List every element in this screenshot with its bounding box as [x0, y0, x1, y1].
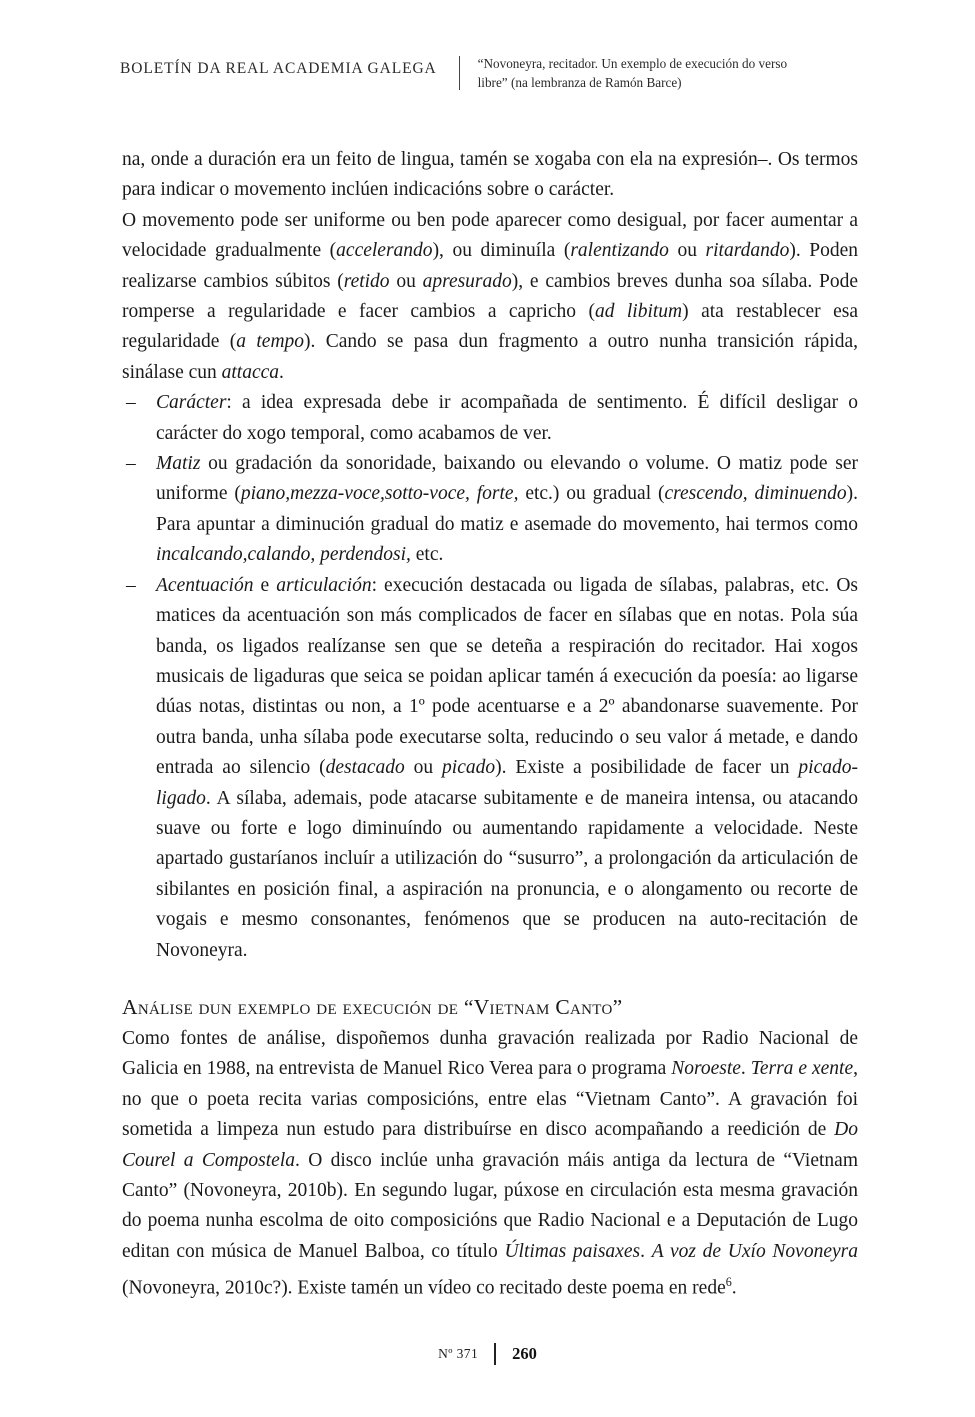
list-bullet-dash: – — [126, 392, 136, 414]
text-run: ). Existe a posibilidade de facer un — [495, 757, 799, 779]
term-picado: picado — [442, 757, 496, 779]
term-caracter: Carácter — [156, 392, 227, 414]
issue-number: Nº 371 — [438, 1346, 479, 1361]
text-run: ). Cando se pasa dun fragmento a outro nunha transición rápida, sinálase cun — [122, 331, 858, 383]
text-run: . O disco inclúe unha gravación máis antiga da lectura de “Vietnam Canto” (Novoneyra, 2010b). En segundo lugar, púxose en circulación esta mesma gravación do poema nunha escolma de oito composicións que Radio Nacional e a Deputación de Lugo editan con música de Manuel Balboa, co título — [122, 1149, 858, 1262]
term-retido: retido — [343, 270, 390, 292]
terms-diminution: incalcando,calando, perdendosi, — [156, 544, 411, 566]
footnote-marker: 6 — [725, 1275, 732, 1290]
text-run: . — [640, 1240, 652, 1262]
text-run: ), ou diminuíla ( — [432, 240, 571, 262]
text-run: : execución destacada ou ligada de sílabas, palabras, etc. Os matices da acentuación son más complicados de facer en sílabas que en notas. Pola súa banda, os ligados realízanse sen que se deteña a respiración do recitador. Hai xogos musicais de ligaduras que seica se poidan aplicar tamén á execución da poesía: ao ligarse dúas notas, distintas ou non, a 1º pode acentuarse e a 2º abandonarse suavemente. Por outra banda, unha sílaba pode executarse solta, reducindo o seu valor á metade, e dando entrada ao silencio ( — [156, 574, 858, 779]
text-run: ), e cambios breves dunha soa sílaba. Pode romperse a regularidade e facer cambios a capricho ( — [122, 270, 858, 323]
title-a-voz-de-uxio-novoneyra: A voz de Uxío Novoneyra — [651, 1240, 858, 1262]
term-accelerando: accelerando — [336, 240, 433, 262]
title-ultimas-paisaxes: Últimas paisaxes — [504, 1240, 641, 1262]
running-head — [120, 54, 855, 92]
title-do-courel-a-compostela: Do Courel a Compostela — [122, 1119, 858, 1171]
term-articulacion: articulación — [276, 574, 372, 596]
text-run: etc.) ou gradual ( — [518, 483, 665, 505]
list-bullet-dash: – — [126, 453, 136, 475]
text-run: : a idea expresada debe ir acompañada de sentimento. É difícil desligar o carácter do xogo temporal, como acabamos de ver. — [156, 392, 858, 444]
text-run: (Novoneyra, 2010c?). Existe tamén un vídeo co recitado deste poema en rede — [122, 1277, 726, 1299]
page-number: 260 — [512, 1344, 537, 1363]
paragraph-analysis-sources — [122, 1024, 858, 1304]
term-a-tempo: a tempo — [236, 331, 305, 353]
list-bullet-dash: – — [126, 574, 136, 596]
list-item — [122, 449, 858, 571]
running-head-journal: BOLETÍN DA REAL ACADEMIA GALEGA — [120, 60, 437, 77]
paragraph-movement — [122, 206, 858, 388]
text-run: , no que o poeta recita varias composicións, entre elas “Vietnam Canto”. A gravación foi sometida a limpeza nun estudo para distribuírse en disco acompañando a reedición de — [122, 1058, 858, 1141]
list-item — [122, 571, 858, 966]
list-item — [122, 388, 858, 449]
title-terra-e-xente: Terra e xente — [750, 1058, 854, 1080]
text-run: ou — [389, 270, 423, 292]
text-run: ou — [668, 240, 706, 262]
term-matiz: Matiz — [156, 453, 201, 475]
term-ralentizando: ralentizando — [570, 240, 669, 262]
paragraph-continuation-text: na, onde a duración era un feito de lingua, tamén se xogaba con ela na expresión–. Os termos para indicar o movemento inclúen indicacións sobre o carácter. — [122, 149, 858, 201]
text-run: . — [731, 1277, 737, 1299]
text-run: . — [740, 1058, 751, 1080]
term-destacado: destacado — [325, 757, 405, 779]
term-ad-libitum: ad libitum — [594, 301, 683, 323]
text-run: etc. — [410, 544, 444, 566]
term-acentuacion: Acentuación — [156, 574, 254, 596]
section-heading: Análise dun exemplo de execución de “Vietnam Canto” — [122, 994, 623, 1019]
text-run: ). Para apuntar a diminución gradual do matiz e asemade do movemento, hai termos como — [156, 483, 858, 535]
term-apresurado: apresurado — [422, 270, 512, 292]
text-run: ) ata restablecer esa regularidade ( — [122, 301, 858, 353]
text-run: e — [253, 574, 277, 596]
text-run: ou gradación da sonoridade, baixando ou elevando o volume. O matiz pode ser uniforme ( — [156, 453, 858, 505]
term-picado-ligado: picado-ligado — [156, 757, 858, 809]
text-run: . — [279, 361, 284, 383]
page-body — [122, 145, 858, 1304]
text-run: . A sílaba, ademais, pode atacarse subitamente e de maneira intensa, ou atacando suave ou forte e logo diminuíndo ou aumentando rapidamente a velocidade. Neste apartado gustaríanos incluír a utilización do “susurro”, a prolongación da articulación de sibilantes en posición final, a aspiración na pronuncia, e o alongamento ou recorte de vogais e mesmo consonantes, fenómenos que se producen na auto-recitación de Novoneyra. — [156, 787, 858, 961]
text-run: ou — [404, 757, 443, 779]
terms-dynamics-uniform: piano,mezza-voce,sotto-voce, forte, — [240, 483, 519, 505]
running-head-article-title: “Novoneyra, recitador. Un exemplo de execución do verso libre” (na lembranza de Ramón Barce) — [477, 56, 788, 91]
term-attacca: attacca — [221, 361, 280, 383]
term-ritardando: ritardando — [705, 240, 790, 262]
title-noroeste: Noroeste — [671, 1058, 741, 1080]
text-run: ). Poden realizarse cambios súbitos ( — [122, 240, 858, 292]
text-run: Como fontes de análise, dispoñemos dunha gravación realizada por Radio Nacional de Galicia en 1988, na entrevista de Manuel Rico Verea para o programa — [122, 1027, 858, 1080]
terms-dynamics-gradual: crescendo, diminuendo — [664, 483, 847, 505]
page-footer — [0, 1343, 975, 1365]
parameter-list — [122, 388, 858, 966]
text-run: O movemento pode ser uniforme ou ben pode aparecer como desigual, por facer aumentar a velocidade gradualmente ( — [122, 209, 858, 262]
paragraph-continuation — [122, 145, 858, 206]
